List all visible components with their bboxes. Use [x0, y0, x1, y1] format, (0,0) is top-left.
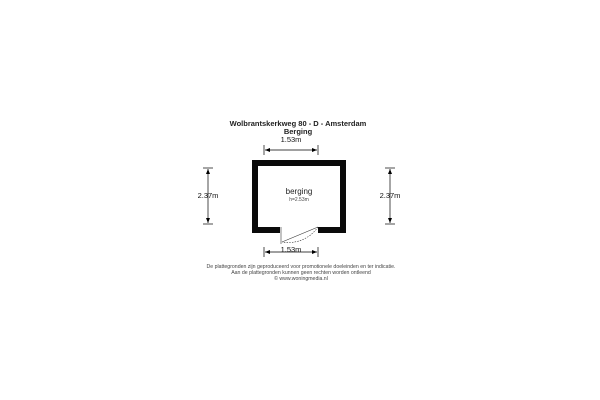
- left-height-label: 2.37m: [197, 191, 219, 200]
- room-height: h=2.53m: [289, 197, 309, 203]
- disclaimer-line-1: De plattegronden zijn geproduceerd voor promotionele doeleinden en ter indicatie.: [206, 264, 396, 270]
- top-dimension: [264, 145, 318, 155]
- disclaimer-line-2: Aan de plattegronden kunnen geen rechten worden ontleend: [231, 270, 371, 276]
- right-height-label: 2.37m: [379, 191, 401, 200]
- address-title: Wolbrantskerkweg 80 - D - Amsterdam: [229, 119, 367, 128]
- floor-title: Berging: [283, 127, 313, 136]
- door-swing: [281, 227, 318, 244]
- room-name: berging: [285, 187, 313, 196]
- room-berging: [252, 160, 346, 244]
- copyright-line: © www.woningmedia.nl: [274, 276, 328, 282]
- bottom-width-label: 1.53m: [280, 245, 302, 254]
- top-width-label: 1.53m: [280, 135, 302, 144]
